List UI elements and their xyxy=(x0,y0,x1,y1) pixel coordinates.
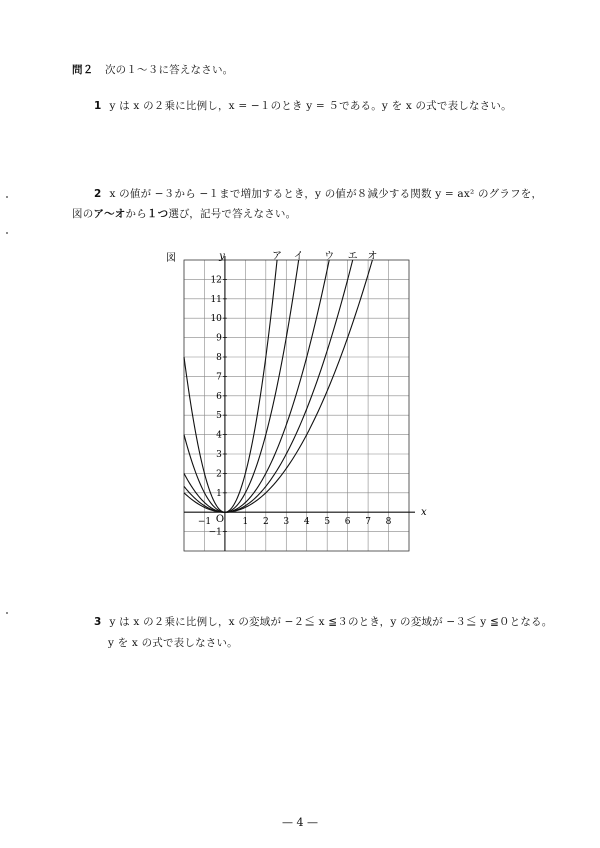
y-tick-label: −1 xyxy=(208,527,222,538)
series-label: イ xyxy=(293,251,304,262)
q1-number: 1 xyxy=(94,100,102,112)
q1-body: y は x の２乗に比例し，x = −１のとき y = ５である。y を x の式で表しなさい。 xyxy=(109,100,512,112)
origin-label: O xyxy=(215,514,225,526)
page-number: — 4 — xyxy=(282,816,318,829)
x-tick-label: 7 xyxy=(365,517,371,528)
figure-label: 図 xyxy=(166,253,176,264)
question-instruction: 次の１～３に答えなさい。 xyxy=(104,64,234,76)
q2-line1-body: x の値が −３から −１まで増加するとき，y の値が８減少する関数 y = ax² のグラフを， xyxy=(109,188,543,200)
q2-line2-mid: から xyxy=(125,208,147,220)
x-tick-label: 1 xyxy=(242,517,249,528)
series-label: オ xyxy=(367,251,378,262)
q2-line2-count: １つ xyxy=(146,208,169,220)
question-label: 問２ xyxy=(72,64,94,76)
parabola-curve xyxy=(184,260,277,512)
margin-mark xyxy=(6,232,8,234)
q2-line1 xyxy=(94,186,542,201)
series-label: ウ xyxy=(324,251,335,262)
x-tick-label: 6 xyxy=(344,517,351,528)
q3-line2 xyxy=(108,635,238,650)
y-tick-label: 2 xyxy=(216,469,222,480)
parabola-graph xyxy=(160,248,430,568)
y-tick-label: 4 xyxy=(216,430,222,441)
q3-line2-body: y を x の式で表しなさい。 xyxy=(108,637,238,649)
margin-mark xyxy=(6,612,8,614)
x-axis-label: x xyxy=(421,507,427,519)
tick-labels xyxy=(198,275,392,537)
q3-line1 xyxy=(94,614,552,629)
y-tick-label: 1 xyxy=(216,488,222,499)
y-tick-label: 10 xyxy=(210,314,222,325)
question-header xyxy=(72,62,233,77)
y-tick-label: 12 xyxy=(210,275,222,286)
y-tick-label: 3 xyxy=(216,450,222,460)
parabola-curve xyxy=(184,260,329,512)
series-label: エ xyxy=(347,251,358,262)
q2-line2-prefix: 図の xyxy=(72,208,94,220)
series-label: ア xyxy=(272,251,283,262)
y-tick-label: 11 xyxy=(210,294,222,305)
y-axis-label: y xyxy=(219,251,225,262)
q2-line2 xyxy=(72,206,296,221)
x-tick-label: 2 xyxy=(262,517,269,528)
y-tick-label: 6 xyxy=(216,391,222,402)
q2-line2-choices: ア～オ xyxy=(93,208,126,220)
q3-number: 3 xyxy=(94,616,102,628)
q1-text xyxy=(94,98,512,113)
margin-mark xyxy=(6,196,8,198)
y-tick-label: 5 xyxy=(216,411,222,422)
x-tick-label: 5 xyxy=(324,517,331,528)
x-tick-label: 8 xyxy=(385,517,392,528)
x-tick-label: −1 xyxy=(197,517,212,528)
q3-line1-body: y は x の２乗に比例し，x の変域が −２≦ x ≦３のとき，y の変域が −３≦ y ≦０となる。 xyxy=(109,616,553,628)
y-tick-label: 8 xyxy=(216,353,222,363)
q2-number: 2 xyxy=(94,188,102,200)
x-tick-label: 3 xyxy=(283,517,290,528)
y-tick-label: 7 xyxy=(216,372,222,383)
q2-line2-suffix: 選び，記号で答えなさい。 xyxy=(168,208,297,220)
x-tick-label: 4 xyxy=(303,517,310,528)
y-tick-label: 9 xyxy=(216,333,222,344)
